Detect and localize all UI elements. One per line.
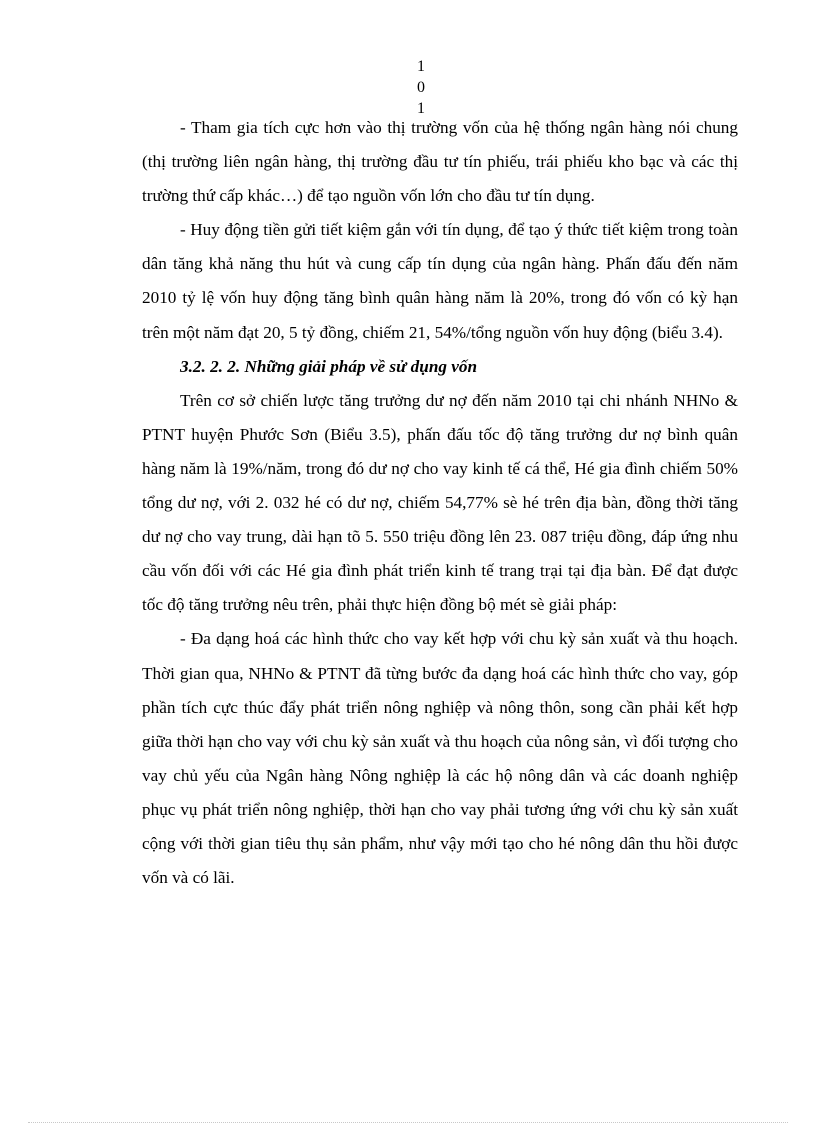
- page-number: [0, 56, 816, 119]
- paragraph-loan-diversification: - Đa dạng hoá các hình thức cho vay kết hợp với chu kỳ sản xuất và thu hoạch. Thời gian qua, NHNo & PTNT đã từng bước đa dạng hoá các hình thức cho vay, góp phần tích cực thúc đẩy phát triển nông nghiệp và nông thôn, song cần phải kết hợp giữa thời hạn cho vay với chu kỳ sản xuất và thu hoạch của nông sản, vì đối tượng cho vay chủ yếu của Ngân hàng Nông nghiệp là các hộ nông dân và các doanh nghiệp phục vụ phát triển nông nghiệp, thời hạn cho vay phải tương ứng với chu kỳ sản xuất cộng với thời gian tiêu thụ sản phẩm, như vậy mới tạo cho hé nông dân thu hồi được vốn và có lãi.: [142, 629, 738, 888]
- page-number-digit: 1: [417, 58, 425, 75]
- paragraph-loan-growth-strategy: Trên cơ sở chiến lược tăng trưởng dư nợ đến năm 2010 tại chi nhánh NHNo & PTNT huyện Phước Sơn (Biểu 3.5), phấn đấu tốc độ tăng trưởng dư nợ bình quân hàng năm là 19%/năm, trong đó dư nợ cho vay kinh tế cá thể, Hé gia đình chiếm 50% tổng dư nợ, với 2. 032 hé có dư nợ, chiếm 54,77% sè hé trên địa bàn, đồng thời tăng dư nợ cho vay trung, dài hạn tõ 5. 550 triệu đồng lên 23. 087 triệu đồng, đáp ứng nhu cầu vốn đối với các Hé gia đình phát triển kinh tế trang trại tại địa bàn. Để đạt được tốc độ tăng trưởng nêu trên, phải thực hiện đồng bộ mét sè giải pháp:: [142, 390, 738, 615]
- page-number-digit: 1: [417, 100, 425, 117]
- section-heading: 3.2. 2. 2. Những giải pháp về sử dụng vốn: [180, 356, 478, 376]
- paragraph-capital-market: - Tham gia tích cực hơn vào thị trường vốn của hệ thống ngân hàng nói chung (thị trường liên ngân hàng, thị trường đầu tư tín phiếu, trái phiếu kho bạc và các thị trường thứ cấp khác…) để tạo nguồn vốn lớn cho đầu tư tín dụng.: [142, 118, 738, 206]
- page-number-digit: 0: [417, 79, 425, 96]
- document-body: [142, 111, 738, 895]
- paragraph-savings-mobilization: - Huy động tiền gửi tiết kiệm gắn với tín dụng, để tạo ý thức tiết kiệm trong toàn dân tăng khả năng thu hút và cung cấp tín dụng của ngân hàng. Phấn đấu đến năm 2010 tỷ lệ vốn huy động tăng bình quân hàng năm là 20%, trong đó vốn có kỳ hạn trên một năm đạt 20, 5 tỷ đồng, chiếm 21, 54%/tổng nguồn vốn huy động (biểu 3.4).: [142, 220, 738, 342]
